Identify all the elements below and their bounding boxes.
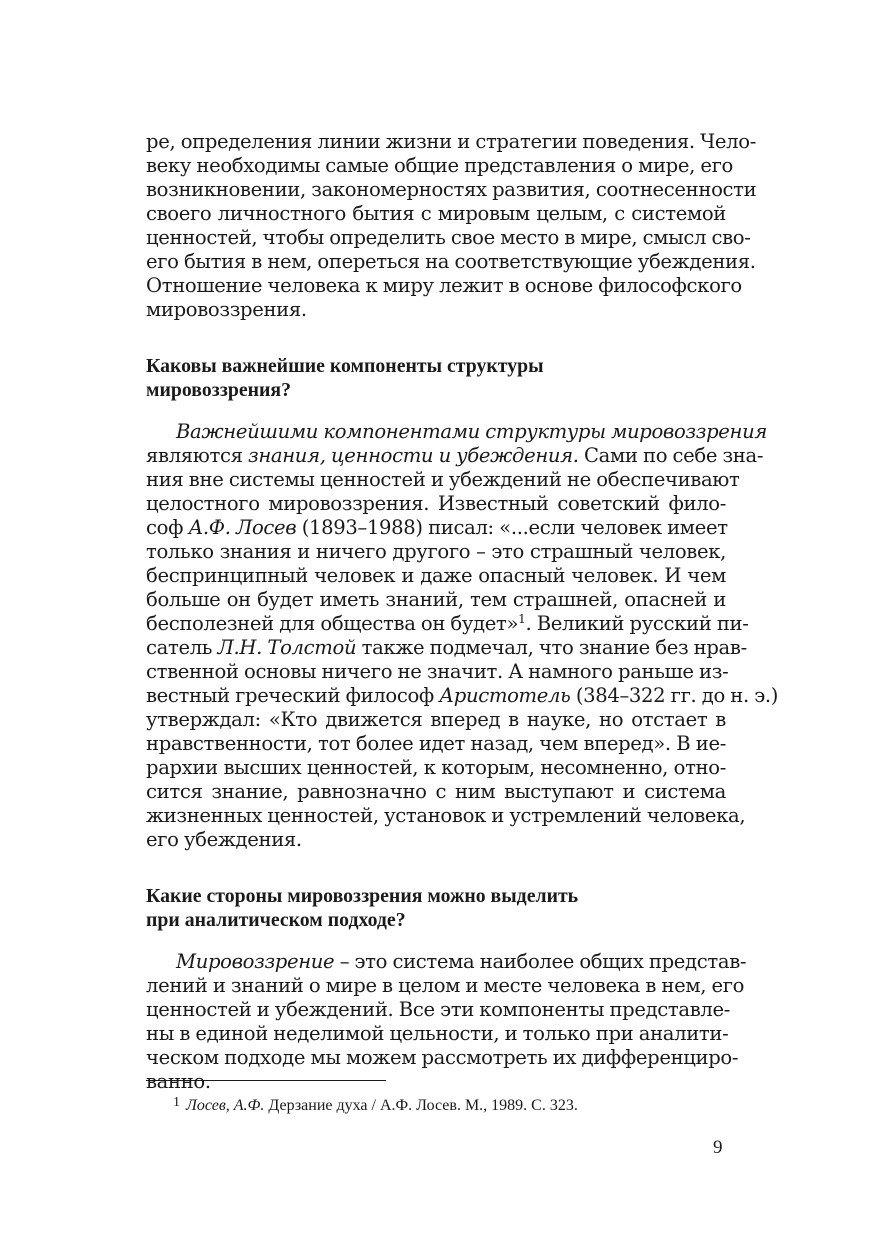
text-line: нравственности, тот более идет назад, чем вперед». В ие- xyxy=(146,732,726,755)
text-line: ственной основы ничего не значит. А намного раньше из- xyxy=(146,660,729,683)
text-line: его бытия в нем, опереться на соответствующие убеждения. xyxy=(146,250,756,273)
text-line xyxy=(146,950,747,974)
text-line xyxy=(146,636,747,660)
text-line: ны в единой неделимой цельности, и только при аналити- xyxy=(146,1022,729,1045)
text-fragment: (384–322 гг. до н. э.) xyxy=(570,684,779,707)
text-line: своего личностного бытия с мировым целым, с системой xyxy=(146,202,726,225)
text-fragment: . Великий русский пи- xyxy=(525,612,749,635)
italic-term: Важнейшими компонентами структуры мировоззрения xyxy=(176,420,767,443)
text-line: ванно. xyxy=(146,1070,211,1093)
paragraph-intro xyxy=(146,130,757,322)
italic-name: А.Ф. Лосев xyxy=(188,516,297,539)
text-line: ре, определения линии жизни и стратегии поведения. Чело- xyxy=(146,130,756,153)
text-fragment: – это система наиболее общих представ- xyxy=(334,950,747,973)
text-fragment: соф xyxy=(146,516,189,539)
page-body xyxy=(146,130,779,1094)
italic-name: Л.Н. Толстой xyxy=(217,636,357,659)
text-fragment: сатель xyxy=(146,636,218,659)
text-line xyxy=(146,444,764,468)
paragraph-worldview-definition xyxy=(146,950,747,1094)
page-number: 9 xyxy=(713,1137,723,1158)
footnote-divider xyxy=(146,1080,386,1081)
footnote-number: 1 xyxy=(173,1095,180,1110)
heading-line: Какие стороны мировоззрения можно выделить xyxy=(146,885,579,907)
paragraph-components xyxy=(146,420,779,852)
italic-term: Мировоззрение xyxy=(176,950,335,973)
text-fragment: вестный греческий философ xyxy=(146,684,440,707)
text-line: рархии высших ценностей, к которым, несомненно, отно- xyxy=(146,756,726,779)
footnote-marker: 1 xyxy=(518,612,526,626)
text-line xyxy=(146,420,767,444)
text-line: ческом подходе мы можем рассмотреть их дифференциро- xyxy=(146,1046,739,1069)
heading-line: при аналитическом подходе? xyxy=(146,909,406,931)
footnote-text: Дерзание духа / А.Ф. Лосев. М., 1989. С. 323. xyxy=(264,1097,578,1114)
footnote-author: Лосев, А.Ф. xyxy=(186,1097,265,1114)
section-heading-analytic xyxy=(146,884,726,932)
text-line: его убеждения. xyxy=(146,828,302,851)
text-line: жизненных ценностей, установок и устремлений человека, xyxy=(146,804,746,827)
text-line: больше он будет иметь знаний, тем страшней, опасней и xyxy=(146,588,726,611)
section-heading-components xyxy=(146,354,726,402)
text-fragment: также подмечал, что знание без нрав- xyxy=(356,636,747,659)
text-fragment: бесполезней для общества он будет» xyxy=(146,612,519,635)
text-line: только знания и ничего другого – это страшный человек, xyxy=(146,540,726,563)
text-line: утверждал: «Кто движется вперед в науке, но отстает в xyxy=(146,708,726,731)
italic-term: знания, ценности и убеждения. xyxy=(248,444,579,467)
text-line xyxy=(146,612,749,636)
italic-name: Аристотель xyxy=(439,684,571,707)
text-line xyxy=(146,684,779,708)
text-line: возникновении, закономерностях развития, соотнесенности xyxy=(146,178,757,201)
text-line: лений и знаний о мире в целом и месте человека в нем, его xyxy=(146,974,745,997)
text-line: Отношение человека к миру лежит в основе философского xyxy=(146,274,742,297)
heading-line: Каковы важнейшие компоненты структуры xyxy=(146,355,544,377)
text-line: ценностей, чтобы определить свое место в мире, смысл сво- xyxy=(146,226,751,249)
text-fragment: (1893–1988) писал: «...если человек имеет xyxy=(296,516,728,539)
text-line: сится знание, равнозначно с ним выступают и система xyxy=(146,780,726,803)
text-fragment: Сами по себе зна- xyxy=(578,444,764,467)
text-line: целостного мировоззрения. Известный советский фило- xyxy=(146,492,726,515)
text-line: мировоззрения. xyxy=(146,298,307,321)
text-line: ценностей и убеждений. Все эти компоненты представле- xyxy=(146,998,731,1021)
text-line: веку необходимы самые общие представления о мире, его xyxy=(146,154,733,177)
text-line xyxy=(146,516,726,540)
text-fragment: являются xyxy=(146,444,249,467)
footnote xyxy=(173,1096,578,1116)
text-line: беспринципный человек и даже опасный человек. И чем xyxy=(146,564,726,587)
heading-line: мировоззрения? xyxy=(146,379,292,401)
text-line: ния вне системы ценностей и убеждений не обеспечивают xyxy=(146,468,740,491)
